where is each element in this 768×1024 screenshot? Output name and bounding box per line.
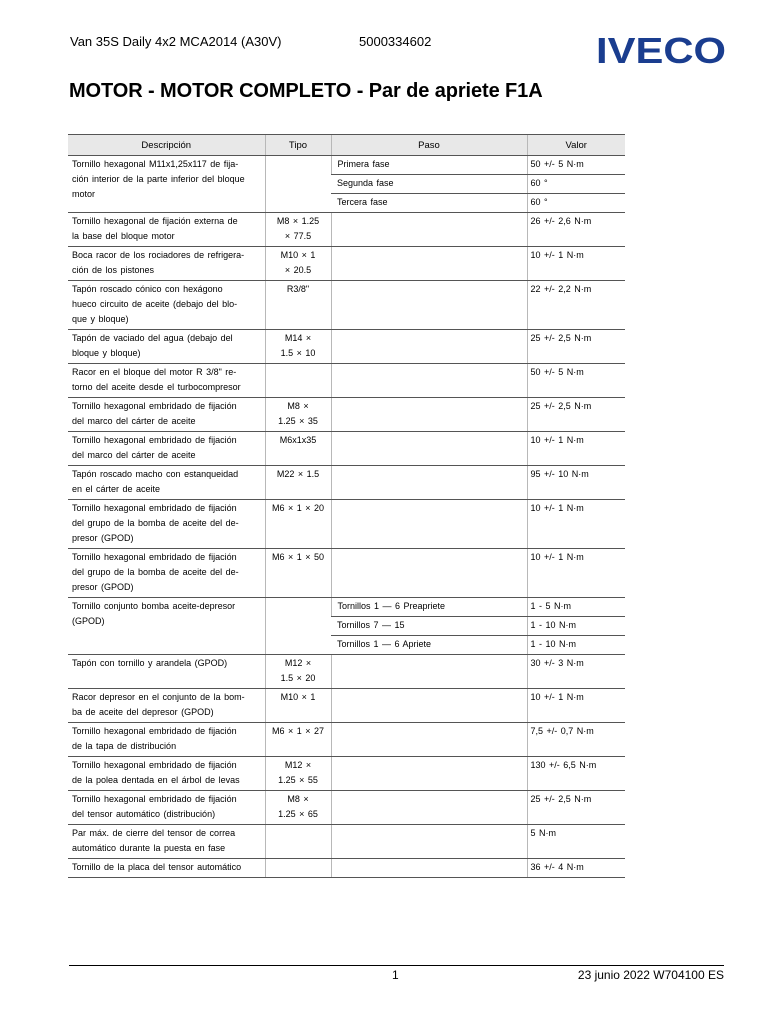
cell-valor: 25 +/- 2,5 N·m	[527, 398, 625, 432]
cell-tipo: M14 × 1.5 × 10	[265, 330, 331, 364]
cell-descripcion: Tornillo hexagonal embridado de fijación de la polea dentada en el árbol de levas	[68, 757, 265, 791]
header-model: Van 35S Daily 4x2 MCA2014 (A30V)	[70, 34, 282, 49]
cell-paso	[331, 398, 527, 432]
cell-valor: 10 +/- 1 N·m	[527, 549, 625, 598]
page-title: MOTOR - MOTOR COMPLETO - Par de apriete F1A	[69, 80, 543, 102]
cell-valor: 1 - 5 N·m	[527, 598, 625, 617]
cell-tipo	[265, 364, 331, 398]
cell-descripcion: Tapón roscado cónico con hexágono hueco circuito de aceite (debajo del blo- que y bloque)	[68, 281, 265, 330]
footer-rule	[69, 965, 724, 966]
cell-paso: Primera fase	[331, 156, 527, 175]
table-row	[68, 364, 625, 398]
cell-tipo: M8 × 1.25 × 65	[265, 791, 331, 825]
cell-descripcion: Tornillo hexagonal embridado de fijación del marco del cárter de aceite	[68, 432, 265, 466]
header-doc-id: 5000334602	[359, 34, 432, 49]
cell-descripcion: Racor en el bloque del motor R 3/8" re- torno del aceite desde el turbocompresor	[68, 364, 265, 398]
cell-paso	[331, 500, 527, 549]
cell-valor: 10 +/- 1 N·m	[527, 689, 625, 723]
table-row	[68, 791, 625, 825]
cell-paso	[331, 791, 527, 825]
cell-paso: Tornillos 7 — 15	[331, 617, 527, 636]
cell-tipo: M22 × 1.5	[265, 466, 331, 500]
cell-tipo	[265, 859, 331, 878]
cell-valor: 10 +/- 1 N·m	[527, 432, 625, 466]
table-row	[68, 723, 625, 757]
cell-paso	[331, 549, 527, 598]
cell-valor: 50 +/- 5 N·m	[527, 364, 625, 398]
table-row	[68, 655, 625, 689]
col-header-valor: Valor	[527, 135, 625, 156]
cell-valor: 10 +/- 1 N·m	[527, 500, 625, 549]
torque-table	[68, 134, 625, 878]
cell-descripcion: Racor depresor en el conjunto de la bom- ba de aceite del depresor (GPOD)	[68, 689, 265, 723]
cell-descripcion: Tapón con tornillo y arandela (GPOD)	[68, 655, 265, 689]
cell-descripcion: Tornillo hexagonal embridado de fijación del grupo de la bomba de aceite del de- presor (GPOD)	[68, 549, 265, 598]
cell-descripcion: Tornillo conjunto bomba aceite-depresor (GPOD)	[68, 598, 265, 655]
cell-paso	[331, 859, 527, 878]
cell-valor: 60 °	[527, 175, 625, 194]
cell-paso	[331, 466, 527, 500]
svg-text:IVECO: IVECO	[596, 30, 726, 70]
cell-tipo: M6 × 1 × 20	[265, 500, 331, 549]
table-row	[68, 398, 625, 432]
cell-paso: Tornillos 1 — 6 Preapriete	[331, 598, 527, 617]
table-row	[68, 500, 625, 549]
cell-paso	[331, 689, 527, 723]
cell-valor: 130 +/- 6,5 N·m	[527, 757, 625, 791]
cell-valor: 25 +/- 2,5 N·m	[527, 330, 625, 364]
cell-descripcion: Tornillo hexagonal embridado de fijación de la tapa de distribución	[68, 723, 265, 757]
table-row	[68, 156, 625, 175]
cell-paso: Tornillos 1 — 6 Apriete	[331, 636, 527, 655]
cell-valor: 7,5 +/- 0,7 N·m	[527, 723, 625, 757]
cell-paso	[331, 655, 527, 689]
cell-paso	[331, 213, 527, 247]
table-row	[68, 825, 625, 859]
cell-descripcion: Tornillo hexagonal M11x1,25x117 de fija- ción interior de la parte inferior del bloque motor	[68, 156, 265, 213]
cell-tipo: R3/8"	[265, 281, 331, 330]
table-row	[68, 859, 625, 878]
col-header-descripcion: Descripción	[68, 135, 265, 156]
cell-tipo: M8 × 1.25 × 35	[265, 398, 331, 432]
cell-tipo: M6 × 1 × 27	[265, 723, 331, 757]
cell-descripcion: Par máx. de cierre del tensor de correa automático durante la puesta en fase	[68, 825, 265, 859]
cell-tipo	[265, 598, 331, 655]
cell-tipo: M6x1x35	[265, 432, 331, 466]
cell-descripcion: Boca racor de los rociadores de refrigera- ción de los pistones	[68, 247, 265, 281]
cell-tipo: M10 × 1	[265, 689, 331, 723]
col-header-tipo: Tipo	[265, 135, 331, 156]
table-row	[68, 281, 625, 330]
cell-paso	[331, 364, 527, 398]
table-row	[68, 549, 625, 598]
cell-descripcion: Tornillo hexagonal embridado de fijación del grupo de la bomba de aceite del de- presor (GPOD)	[68, 500, 265, 549]
table-row	[68, 466, 625, 500]
cell-valor: 95 +/- 10 N·m	[527, 466, 625, 500]
cell-tipo	[265, 156, 331, 213]
cell-descripcion: Tornillo hexagonal de fijación externa de la base del bloque motor	[68, 213, 265, 247]
cell-valor: 50 +/- 5 N·m	[527, 156, 625, 175]
cell-paso	[331, 757, 527, 791]
cell-paso	[331, 247, 527, 281]
table-body	[68, 156, 625, 878]
cell-descripcion: Tapón roscado macho con estanqueidad en el cárter de aceite	[68, 466, 265, 500]
cell-paso	[331, 825, 527, 859]
cell-paso: Segunda fase	[331, 175, 527, 194]
cell-descripcion: Tornillo de la placa del tensor automático	[68, 859, 265, 878]
cell-valor: 60 °	[527, 194, 625, 213]
cell-tipo: M12 × 1.25 × 55	[265, 757, 331, 791]
cell-paso	[331, 432, 527, 466]
col-header-paso: Paso	[331, 135, 527, 156]
iveco-logo	[596, 30, 726, 70]
table-row	[68, 432, 625, 466]
cell-valor: 36 +/- 4 N·m	[527, 859, 625, 878]
table-row	[68, 689, 625, 723]
page-number: 1	[392, 968, 399, 982]
cell-valor: 5 N·m	[527, 825, 625, 859]
cell-paso	[331, 330, 527, 364]
cell-paso	[331, 281, 527, 330]
table-row	[68, 330, 625, 364]
cell-paso: Tercera fase	[331, 194, 527, 213]
cell-valor: 1 - 10 N·m	[527, 617, 625, 636]
cell-valor: 22 +/- 2,2 N·m	[527, 281, 625, 330]
cell-valor: 30 +/- 3 N·m	[527, 655, 625, 689]
cell-valor: 26 +/- 2,6 N·m	[527, 213, 625, 247]
cell-descripcion: Tornillo hexagonal embridado de fijación del marco del cárter de aceite	[68, 398, 265, 432]
cell-tipo: M8 × 1.25 × 77.5	[265, 213, 331, 247]
cell-valor: 10 +/- 1 N·m	[527, 247, 625, 281]
cell-descripcion: Tapón de vaciado del agua (debajo del bloque y bloque)	[68, 330, 265, 364]
cell-tipo: M12 × 1.5 × 20	[265, 655, 331, 689]
cell-tipo: M6 × 1 × 50	[265, 549, 331, 598]
cell-tipo	[265, 825, 331, 859]
footer-date-ref: 23 junio 2022 W704100 ES	[577, 968, 724, 982]
table-row	[68, 598, 625, 617]
table-row	[68, 247, 625, 281]
cell-descripcion: Tornillo hexagonal embridado de fijación del tensor automático (distribución)	[68, 791, 265, 825]
cell-valor: 1 - 10 N·m	[527, 636, 625, 655]
cell-valor: 25 +/- 2,5 N·m	[527, 791, 625, 825]
table-row	[68, 757, 625, 791]
table-row	[68, 213, 625, 247]
cell-paso	[331, 723, 527, 757]
table-header-row	[68, 135, 625, 156]
cell-tipo: M10 × 1 × 20.5	[265, 247, 331, 281]
